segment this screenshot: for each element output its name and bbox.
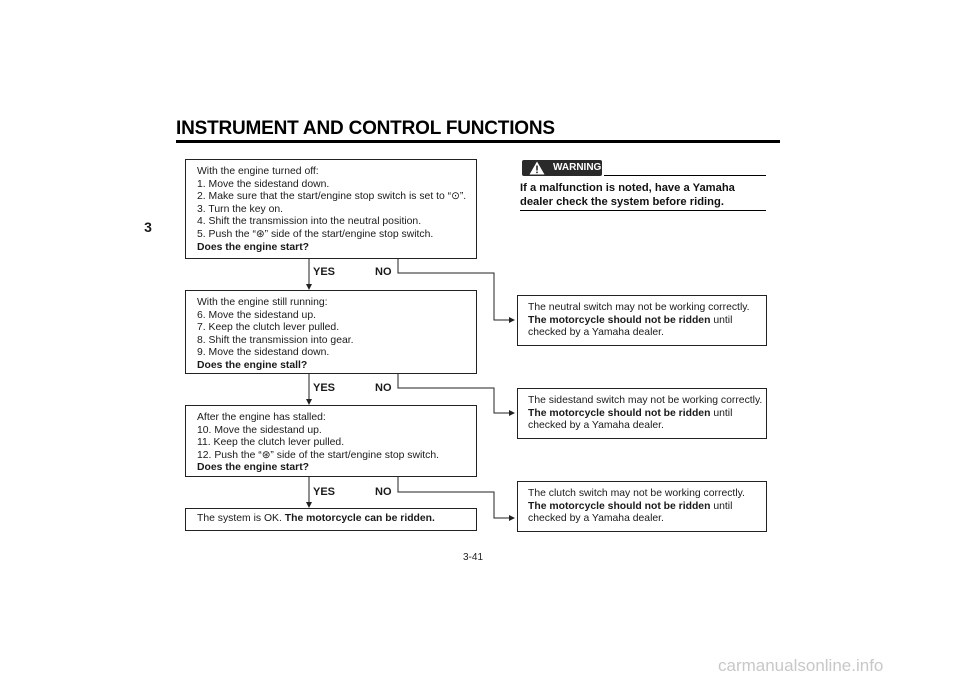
- warning-divider-bottom: [520, 210, 766, 211]
- chapter-number: 3: [144, 219, 152, 235]
- fault-sidestand-bold: The motorcycle should not be ridden: [528, 407, 711, 419]
- fault-clutch-line: The clutch switch may not be working correctly.: [528, 488, 745, 499]
- page-number: 3-41: [463, 552, 484, 563]
- fault-clutch-bold: The motorcycle should not be ridden: [528, 500, 711, 512]
- fault-sidestand-rest: until: [710, 407, 733, 419]
- yes-label: YES: [313, 382, 336, 394]
- step-1-line: 4. Shift the transmission into the neutral position.: [197, 216, 422, 228]
- step-2-line: With the engine still running:: [197, 297, 328, 308]
- fault-clutch-rest: until: [710, 500, 733, 512]
- result-ok-box: [185, 508, 477, 531]
- warning-badge: [522, 160, 602, 176]
- fault-neutral-line: The neutral switch may not be working correctly.: [528, 302, 750, 313]
- flow-step-1: [185, 159, 477, 259]
- step-2-line: 7. Keep the clutch lever pulled.: [197, 322, 340, 334]
- step-3-line: 11. Keep the clutch lever pulled.: [197, 437, 345, 449]
- fault-sidestand-box: [517, 388, 767, 439]
- warning-text: If a malfunction is noted, have a Yamaha dealer check the system before riding.: [520, 182, 735, 208]
- step-1-line: With the engine turned off:: [197, 166, 319, 177]
- step-3-line: After the engine has stalled:: [197, 412, 326, 423]
- yes-label: YES: [313, 266, 336, 278]
- flow-step-2: [185, 290, 477, 374]
- warning-divider-top: [604, 175, 766, 176]
- step-1-line: 2. Make sure that the start/engine stop switch is set to “⊙”.: [197, 191, 467, 203]
- flow-step-3: [185, 405, 477, 477]
- no-label: NO: [375, 382, 392, 394]
- page-title: INSTRUMENT AND CONTROL FUNCTIONS: [176, 118, 555, 139]
- fault-neutral-line: checked by a Yamaha dealer.: [528, 327, 664, 339]
- watermark: carmanualsonline.info: [718, 656, 884, 675]
- fault-sidestand-line: The sidestand switch may not be working correctly.: [528, 395, 763, 406]
- fault-sidestand-line: checked by a Yamaha dealer.: [528, 420, 664, 432]
- step-3-line: 12. Push the “⊛” side of the start/engine stop switch.: [197, 449, 440, 461]
- step-2-line: 8. Shift the transmission into gear.: [197, 334, 354, 346]
- step-2-line: 6. Move the sidestand up.: [197, 309, 316, 321]
- fault-neutral-bold: The motorcycle should not be ridden: [528, 314, 711, 326]
- step-3-line: 10. Move the sidestand up.: [197, 424, 322, 436]
- yes-label: YES: [313, 486, 336, 498]
- fault-neutral-rest: until: [710, 314, 733, 326]
- warning-triangle-icon: [529, 161, 545, 175]
- step-2-line: 9. Move the sidestand down.: [197, 347, 330, 359]
- step-1-line: 3. Turn the key on.: [197, 203, 284, 215]
- step-2-question: Does the engine stall?: [197, 359, 308, 371]
- result-ok-bold: The motorcycle can be ridden.: [284, 513, 435, 524]
- result-ok-text: The system is OK.: [197, 513, 282, 524]
- no-label: NO: [375, 266, 392, 278]
- step-1-line: 1. Move the sidestand down.: [197, 178, 330, 190]
- step-1-question: Does the engine start?: [197, 241, 310, 253]
- no-label: NO: [375, 486, 392, 498]
- fault-clutch-box: [517, 481, 767, 532]
- fault-clutch-line: checked by a Yamaha dealer.: [528, 513, 664, 525]
- warning-label: WARNING: [553, 162, 602, 173]
- step-1-line: 5. Push the “⊛” side of the start/engine stop switch.: [197, 228, 434, 240]
- fault-neutral-box: [517, 295, 767, 346]
- step-3-question: Does the engine start?: [197, 462, 310, 474]
